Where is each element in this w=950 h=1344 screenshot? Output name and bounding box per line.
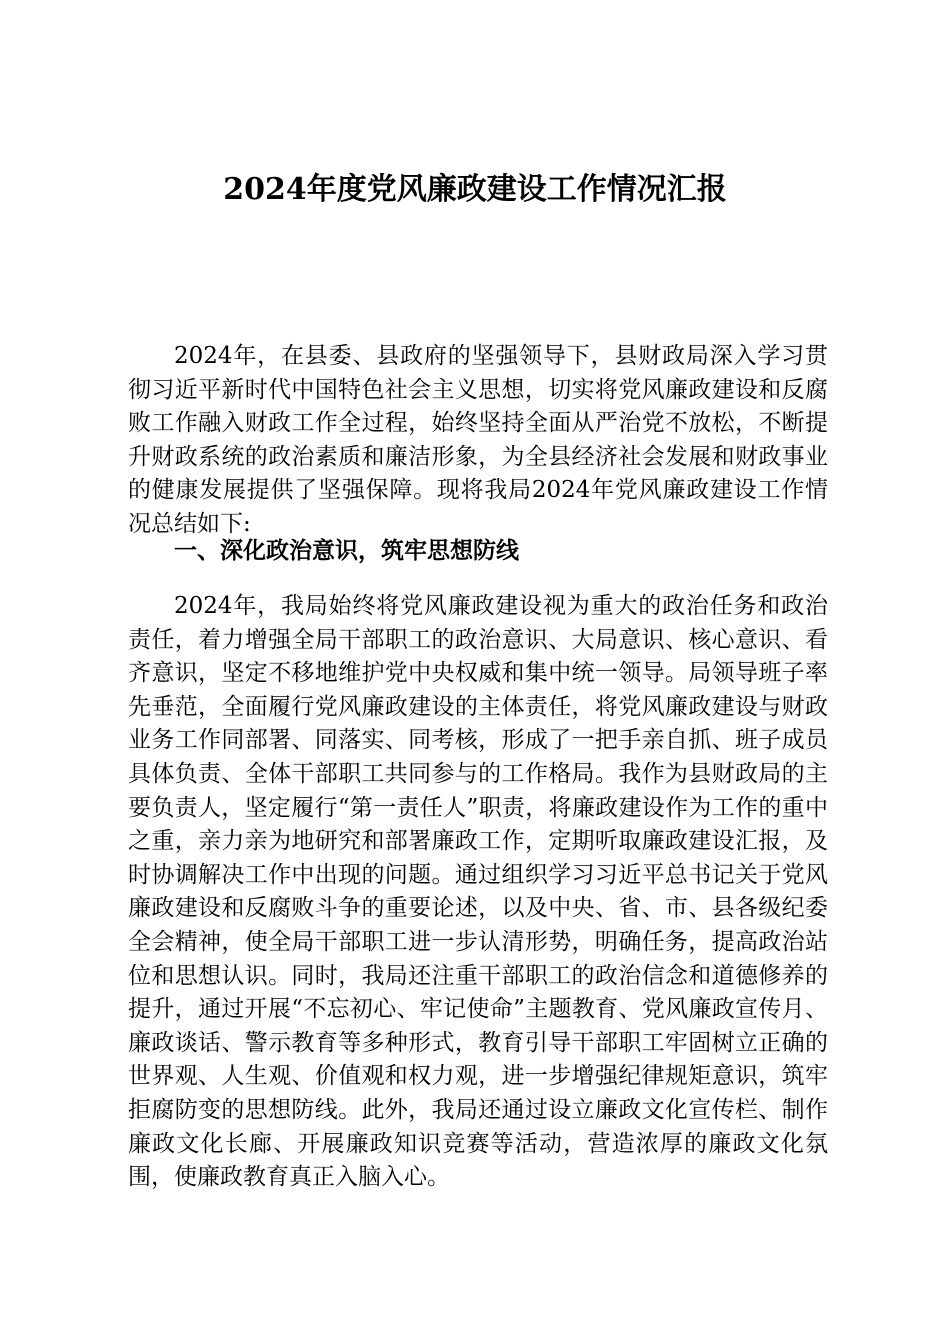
intro-paragraph [128,340,828,542]
section-1-paragraph [128,590,828,1195]
intro-text: 2024年，在县委、县政府的坚强领导下，县财政局深入学习贯彻习近平新时代中国特色社会主义思想，切实将党风廉政建设和反腐败工作融入财政工作全过程，始终坚持全面从严治党不放松，不断提升财政系统的政治素质和廉洁形象，为全县经济社会发展和财政事业的健康发展提供了坚强保障。现将我局2024年党风廉政建设工作情况总结如下: [128,343,828,537]
document-title: 2024年度党风廉政建设工作情况汇报 [223,172,727,207]
section-1-text: 2024年，我局始终将党风廉政建设视为重大的政治任务和政治责任，着力增强全局干部职工的政治意识、大局意识、核心意识、看齐意识，坚定不移地维护党中央权威和集中统一领导。局领导班子率先垂范，全面履行党风廉政建设的主体责任，将党风廉政建设与财政业务工作同部署、同落实、同考核，形成了一把手亲自抓、班子成员具体负责、全体干部职工共同参与的工作格局。我作为县财政局的主要负责人，坚定履行“第一责任人”职责，将廉政建设作为工作的重中之重，亲力亲为地研究和部署廉政工作，定期听取廉政建设汇报，及时协调解决工作中出现的问题。通过组织学习习近平总书记关于党风廉政建设和反腐败斗争的重要论述，以及中央、省、市、县各级纪委全会精神，使全局干部职工进一步认清形势，明确任务，提高政治站位和思想认识。同时，我局还注重干部职工的政治信念和道德修养的提升，通过开展“不忘初心、牢记使命”主题教育、党风廉政宣传月、廉政谈话、警示教育等多种形式，教育引导干部职工牢固树立正确的世界观、人生观、价值观和权力观，进一步增强纪律规矩意识，筑牢拒腐防变的思想防线。此外，我局还通过设立廉政文化宣传栏、制作廉政文化长廊、开展廉政知识竞赛等活动，营造浓厚的廉政文化氛围，使廉政教育真正入脑入心。 [128,593,828,1191]
section-1-heading: 一、深化政治意识，筑牢思想防线 [174,538,519,564]
